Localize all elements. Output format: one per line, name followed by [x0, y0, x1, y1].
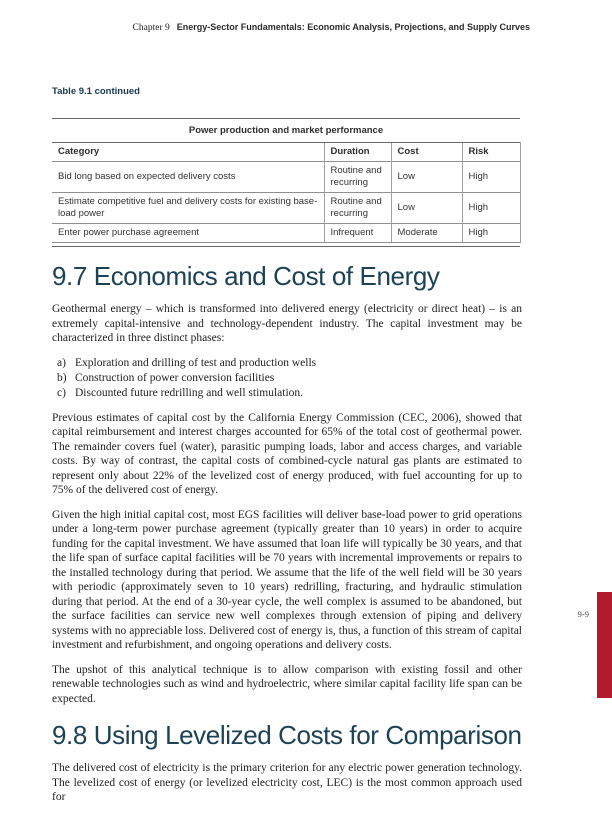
list-text: Discounted future redrilling and well stimulation.	[75, 386, 304, 399]
cell-cost: Low	[391, 193, 462, 224]
paragraph: Geothermal energy – which is transformed into delivered energy (electricity or direct heat) – is an extremely capital-intensive and technology-dependent industry. The capital investment may be characterized in three distinct phases:	[52, 303, 522, 344]
section-heading-9-8: 9.8 Using Levelized Costs for Comparison	[52, 720, 522, 750]
cell-category: Estimate competitive fuel and delivery costs for existing base-load power	[52, 193, 324, 224]
table-row	[52, 193, 520, 224]
chapter-tab-marker	[597, 592, 612, 698]
paragraph: Given the high initial capital cost, most EGS facilities will deliver base-load power to grid operations under a long-term power purchase agreement (typically greater than 10 years) in order to acquire funding for the capital investment. We have assumed that loan life will typically be 30 years, and that the life span of surface capital facilities will be 70 years with incremental improvements or repairs to the installed technology during that period. We assume that the life of the well field will be 30 years with periodic (approximately seven to 10 years) redrilling, fracturing, and hydraulic stimulation during that period. At the end of a 30-year cycle, the well complex is assumed to be abandoned, but the surface facilities can service new well complexes through extension of piping and delivery systems with no appreciable loss. Delivered cost of energy is, thus, a function of this stream of capital investment and refurbishment, and ongoing operations and delivery costs.	[52, 508, 522, 651]
table-row	[52, 224, 520, 243]
table-header-row	[52, 143, 520, 162]
list-item	[52, 356, 522, 371]
list-text: Construction of power conversion facilities	[75, 371, 275, 384]
column-header-cost: Cost	[391, 143, 462, 162]
paragraph: The delivered cost of electricity is the primary criterion for any electric power generation technology. The levelized cost of energy (or levelized electricity cost, LEC) is the most common approach used for	[52, 762, 522, 803]
list-item	[52, 371, 522, 386]
page-content	[52, 0, 522, 815]
column-header-duration: Duration	[324, 143, 391, 162]
cell-duration: Infrequent	[324, 224, 391, 243]
section-heading-9-7: 9.7 Economics and Cost of Energy	[52, 261, 440, 291]
column-header-category: Category	[52, 143, 324, 162]
table-continuation-label: Table 9.1 continued	[52, 86, 140, 97]
cell-cost: Low	[391, 162, 462, 193]
chapter-title: Energy-Sector Fundamentals: Economic Analysis, Projections, and Supply Curves	[176, 22, 530, 32]
paragraph: Previous estimates of capital cost by the California Energy Commission (CEC, 2006), showed that capital reimbursement and interest charges accounted for 65% of the total cost of geothermal power. The remainder covers fuel (water), parasitic pumping loads, labor and access charges, and variable costs. By way of contrast, the capital costs of combined-cycle natural gas plants are estimated to represent only about 22% of the levelized cost of energy produced, with fuel accounting for up to 75% of the delivered cost of energy.	[52, 411, 522, 496]
table-caption: Power production and market performance	[188, 125, 384, 136]
list-marker: c)	[57, 386, 66, 399]
cell-risk: High	[462, 193, 520, 224]
cell-category: Enter power purchase agreement	[52, 224, 324, 243]
chapter-label: Chapter 9	[132, 23, 170, 33]
list-marker: a)	[57, 356, 66, 369]
page-number: 9-9	[577, 609, 589, 619]
cell-risk: High	[462, 162, 520, 193]
paragraph: The upshot of this analytical technique is to allow comparison with existing fossil and other renewable technologies such as wind and hydroelectric, where similar capital facility life span can be expected.	[52, 663, 522, 705]
phase-list	[52, 356, 522, 401]
list-item	[52, 386, 522, 401]
list-text: Exploration and drilling of test and production wells	[75, 356, 317, 369]
cell-cost: Moderate	[391, 224, 462, 243]
cell-category: Bid long based on expected delivery costs	[52, 162, 324, 193]
list-marker: b)	[57, 371, 67, 384]
cell-duration: Routine and recurring	[324, 193, 391, 224]
column-header-risk: Risk	[462, 143, 520, 162]
cell-risk: High	[462, 224, 520, 243]
data-table	[52, 142, 521, 243]
cell-duration: Routine and recurring	[324, 162, 391, 193]
table-row	[52, 162, 520, 193]
table-9-1	[52, 118, 520, 247]
